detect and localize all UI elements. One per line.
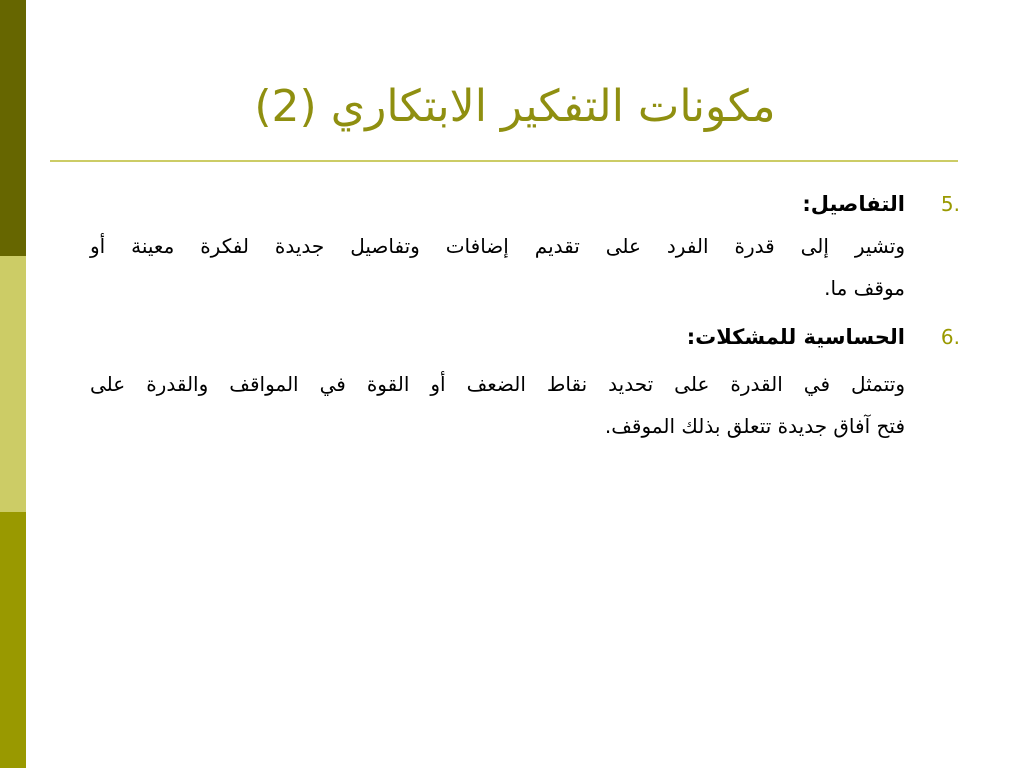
item-heading: التفاصيل: xyxy=(802,192,905,216)
item-heading: الحساسية للمشكلات: xyxy=(686,325,905,349)
item-paragraph xyxy=(90,225,905,309)
paragraph-line: وتشير إلى قدرة الفرد على تقديم إضافات وتفاصيل جديدة لفكرة معينة أو xyxy=(90,234,905,258)
list-item-content xyxy=(90,316,905,447)
side-bar-bottom-segment xyxy=(0,512,26,768)
list-item-5 xyxy=(90,183,962,309)
item-paragraph xyxy=(90,363,905,447)
list-item-content xyxy=(90,183,905,309)
title-divider xyxy=(50,160,958,162)
side-bar-middle-segment xyxy=(0,256,26,512)
list-number: 6. xyxy=(940,325,960,349)
slide-title: مكونات التفكير الابتكاري (2) xyxy=(254,81,776,132)
numbered-list xyxy=(90,183,962,447)
list-item-6 xyxy=(90,316,962,447)
side-accent-bar xyxy=(0,0,26,768)
side-bar-top-segment xyxy=(0,0,26,256)
paragraph-line: وتتمثل في القدرة على تحديد نقاط الضعف أو القوة في المواقف والقدرة على xyxy=(90,372,905,396)
paragraph-line: فتح آفاق جديدة تتعلق بذلك الموقف. xyxy=(604,414,905,438)
paragraph-line: موقف ما. xyxy=(824,276,905,300)
list-number: 5. xyxy=(940,192,960,216)
